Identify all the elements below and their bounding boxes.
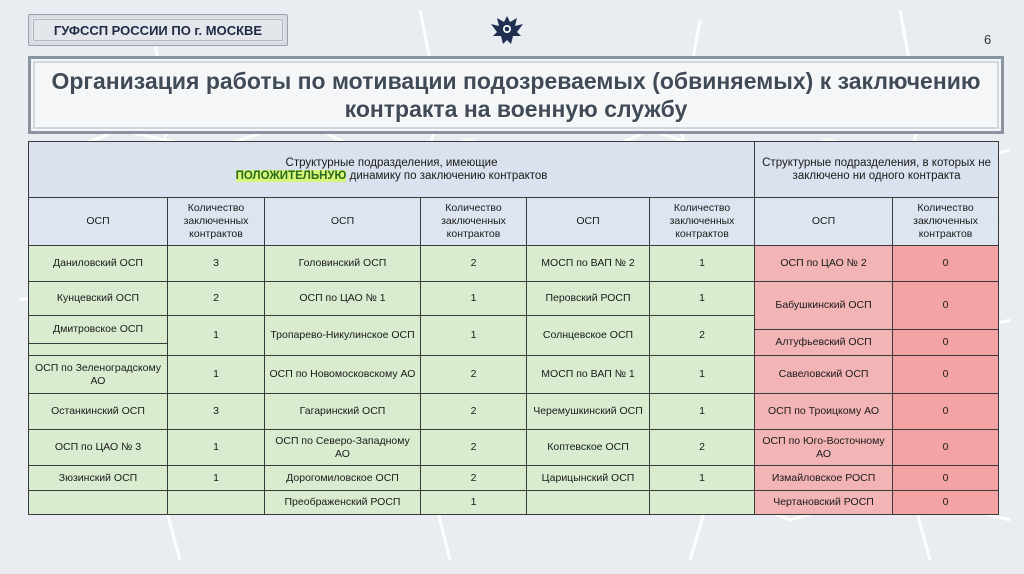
page-title bbox=[28, 56, 1004, 134]
eagle-emblem-icon bbox=[487, 10, 527, 50]
table-row: Останкинский ОСП 3 Гагаринский ОСП 2 Черемушкинский ОСП 1 ОСП по Троицкому АО 0 bbox=[29, 394, 999, 430]
positive-highlight: ПОЛОЖИТЕЛЬНУЮ bbox=[235, 169, 347, 182]
col-count: Количество заключенных контрактов bbox=[421, 198, 527, 246]
col-count: Количество заключенных контрактов bbox=[893, 198, 999, 246]
table-row: ОСП по Зеленоградскому АО 1 ОСП по Новомосковскому АО 2 МОСП по ВАП № 1 1 Савеловский ОСП 0 bbox=[29, 356, 999, 394]
org-badge bbox=[28, 14, 288, 46]
positive-group-header: Структурные подразделения, имеющие ПОЛОЖИТЕЛЬНУЮ динамику по заключению контрактов bbox=[29, 142, 755, 198]
table-row: Кунцевский ОСП 2 ОСП по ЦАО № 1 1 Перовский РОСП 1 Бабушкинский ОСП 0 bbox=[29, 282, 999, 316]
negative-group-header: Структурные подразделения, в которых не заключено ни одного контракта bbox=[755, 142, 999, 198]
table-row: Алтуфьевский ОСП 0 bbox=[29, 330, 999, 344]
table-row: Дмитровское ОСП 1 Тропарево-Никулинское ОСП 1 Солнцевское ОСП 2 bbox=[29, 316, 999, 330]
table-row: Даниловский ОСП 3 Головинский ОСП 2 МОСП по ВАП № 2 1 ОСП по ЦАО № 2 0 bbox=[29, 246, 999, 282]
col-osp: ОСП bbox=[29, 198, 168, 246]
col-count: Количество заключенных контрактов bbox=[168, 198, 265, 246]
title-line-2: контракта на военную службу bbox=[344, 96, 688, 122]
col-osp: ОСП bbox=[265, 198, 421, 246]
column-header-row bbox=[29, 198, 999, 246]
table-row: Зюзинский ОСП 1 Дорогомиловское ОСП 2 Царицынский ОСП 1 Измайловское РОСП 0 bbox=[29, 466, 999, 491]
col-osp: ОСП bbox=[527, 198, 650, 246]
org-name: ГУФССП РОССИИ ПО г. МОСКВЕ bbox=[53, 22, 263, 38]
col-count: Количество заключенных контрактов bbox=[650, 198, 755, 246]
page-number: 6 bbox=[984, 32, 992, 47]
contracts-table bbox=[28, 141, 999, 515]
title-line-1: Организация работы по мотивации подозреваемых (обвиняемых) к заключению bbox=[51, 68, 981, 94]
table-row: Преображенский РОСП 1 Чертановский РОСП 0 bbox=[29, 491, 999, 515]
table-row: ОСП по ЦАО № 3 1 ОСП по Северо-Западному АО 2 Коптевское ОСП 2 ОСП по Юго-Восточному АО 0 bbox=[29, 430, 999, 466]
col-osp: ОСП bbox=[755, 198, 893, 246]
